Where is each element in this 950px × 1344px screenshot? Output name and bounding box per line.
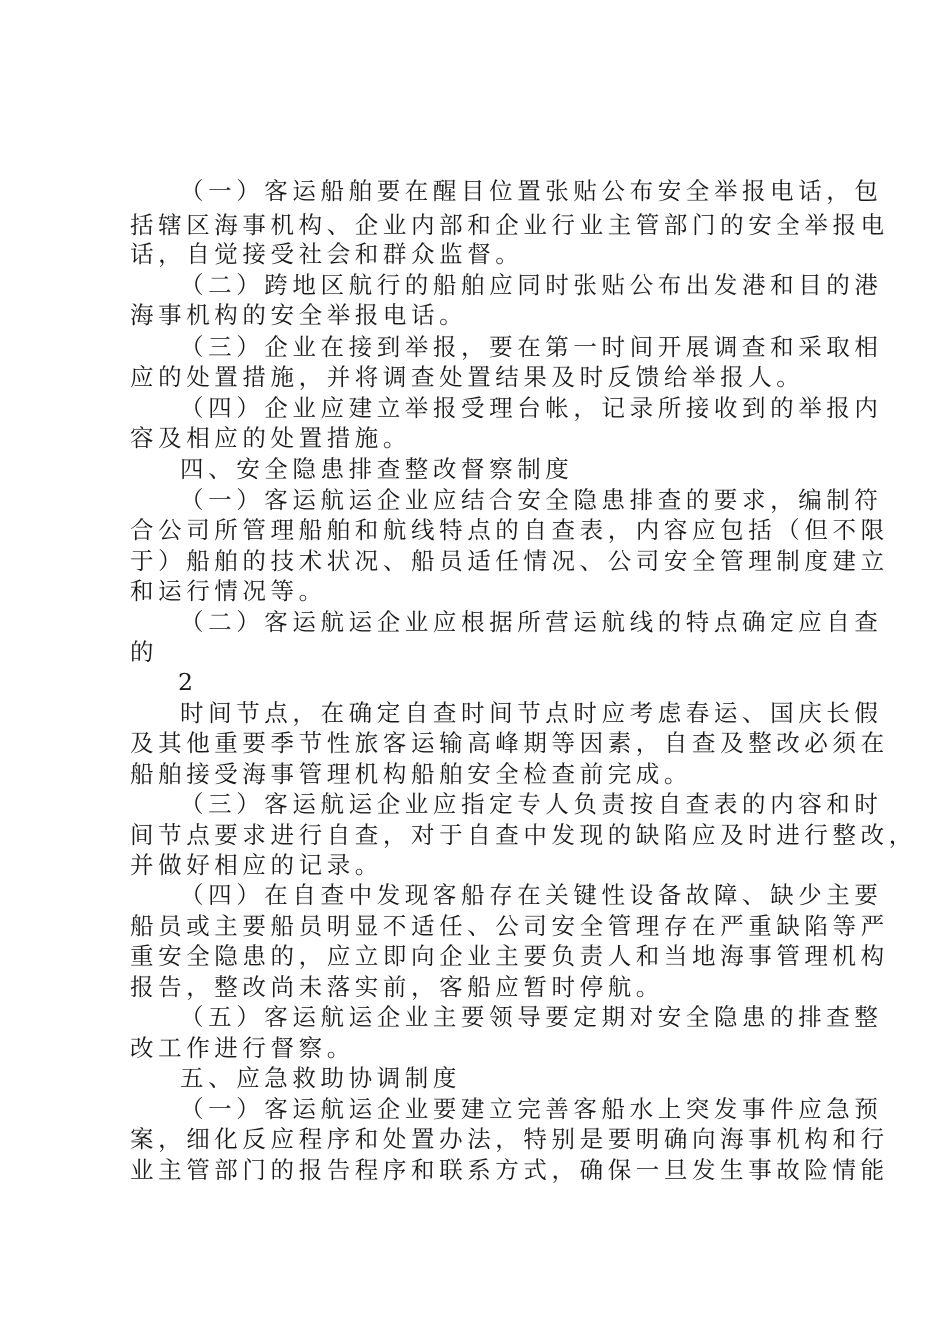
- paragraph-line: 海事机构的安全举报电话。: [130, 301, 468, 329]
- paragraph-line: 改工作进行督察。: [130, 1034, 355, 1062]
- paragraph-line: （四）企业应建立举报受理台帐，记录所接收到的举报内: [180, 394, 883, 422]
- paragraph-line: （五）客运航运企业主要领导要定期对安全隐患的排查整: [180, 1003, 883, 1031]
- paragraph-line: （三）客运航运企业应指定专人负责按自查表的内容和时: [180, 790, 883, 818]
- paragraph-line: （二）客运航运企业应根据所营运航线的特点确定应自查: [180, 608, 883, 636]
- paragraph-line: 括辖区海事机构、企业内部和企业行业主管部门的安全举报电: [130, 211, 889, 239]
- paragraph-line: 重安全隐患的，应立即向企业主要负责人和当地海事管理机构: [130, 942, 889, 970]
- paragraph-line: 业主管部门的报告程序和联系方式，确保一旦发生事故险情能: [130, 1156, 889, 1184]
- paragraph-line: （四）在自查中发现客船存在关键性设备故障、缺少主要: [180, 881, 883, 909]
- paragraph-line: （一）客运航运企业要建立完善客船水上突发事件应急预: [180, 1095, 883, 1123]
- paragraph-line: 及其他重要季节性旅客运输高峰期等因素，自查及整改必须在: [130, 729, 889, 757]
- paragraph-line: （三）企业在接到举报，要在第一时间开展调查和采取相: [180, 333, 883, 361]
- paragraph-line: 并做好相应的记录。: [130, 851, 383, 879]
- paragraph-line: 于）船舶的技术状况、船员适任情况、公司安全管理制度建立: [130, 547, 889, 575]
- paragraph-line: 间节点要求进行自查，对于自查中发现的缺陷应及时进行整改，: [130, 821, 917, 849]
- paragraph-line: （一）客运船舶要在醒目位置张贴公布安全举报电话，包: [180, 177, 883, 205]
- paragraph-line: 和运行情况等。: [130, 577, 327, 605]
- page-number: 2: [178, 668, 193, 696]
- paragraph-line: 的: [130, 638, 159, 666]
- paragraph-line: 报告，整改尚未落实前，客船应暂时停航。: [130, 973, 664, 1001]
- paragraph-line: （二）跨地区航行的船舶应同时张贴公布出发港和目的港: [180, 271, 883, 299]
- paragraph-line: 应的处置措施，并将调查处置结果及时反馈给举报人。: [130, 363, 805, 391]
- paragraph-line: （一）客运航运企业应结合安全隐患排查的要求，编制符: [180, 486, 883, 514]
- section-heading: 四、安全隐患排查整改督察制度: [180, 455, 574, 483]
- paragraph-line: 时间节点，在确定自查时间节点时应考虑春运、国庆长假: [180, 699, 883, 727]
- paragraph-line: 话，自觉接受社会和群众监督。: [130, 240, 524, 268]
- paragraph-line: 合公司所管理船舶和航线特点的自查表，内容应包括（但不限: [130, 516, 889, 544]
- paragraph-line: 船舶接受海事管理机构船舶安全检查前完成。: [130, 760, 692, 788]
- section-heading: 五、应急救助协调制度: [180, 1064, 461, 1092]
- paragraph-line: 容及相应的处置措施。: [130, 424, 411, 452]
- paragraph-line: 船员或主要船员明显不适任、公司安全管理存在严重缺陷等严: [130, 912, 889, 940]
- paragraph-line: 案，细化反应程序和处置办法，特别是要明确向海事机构和行: [130, 1125, 889, 1153]
